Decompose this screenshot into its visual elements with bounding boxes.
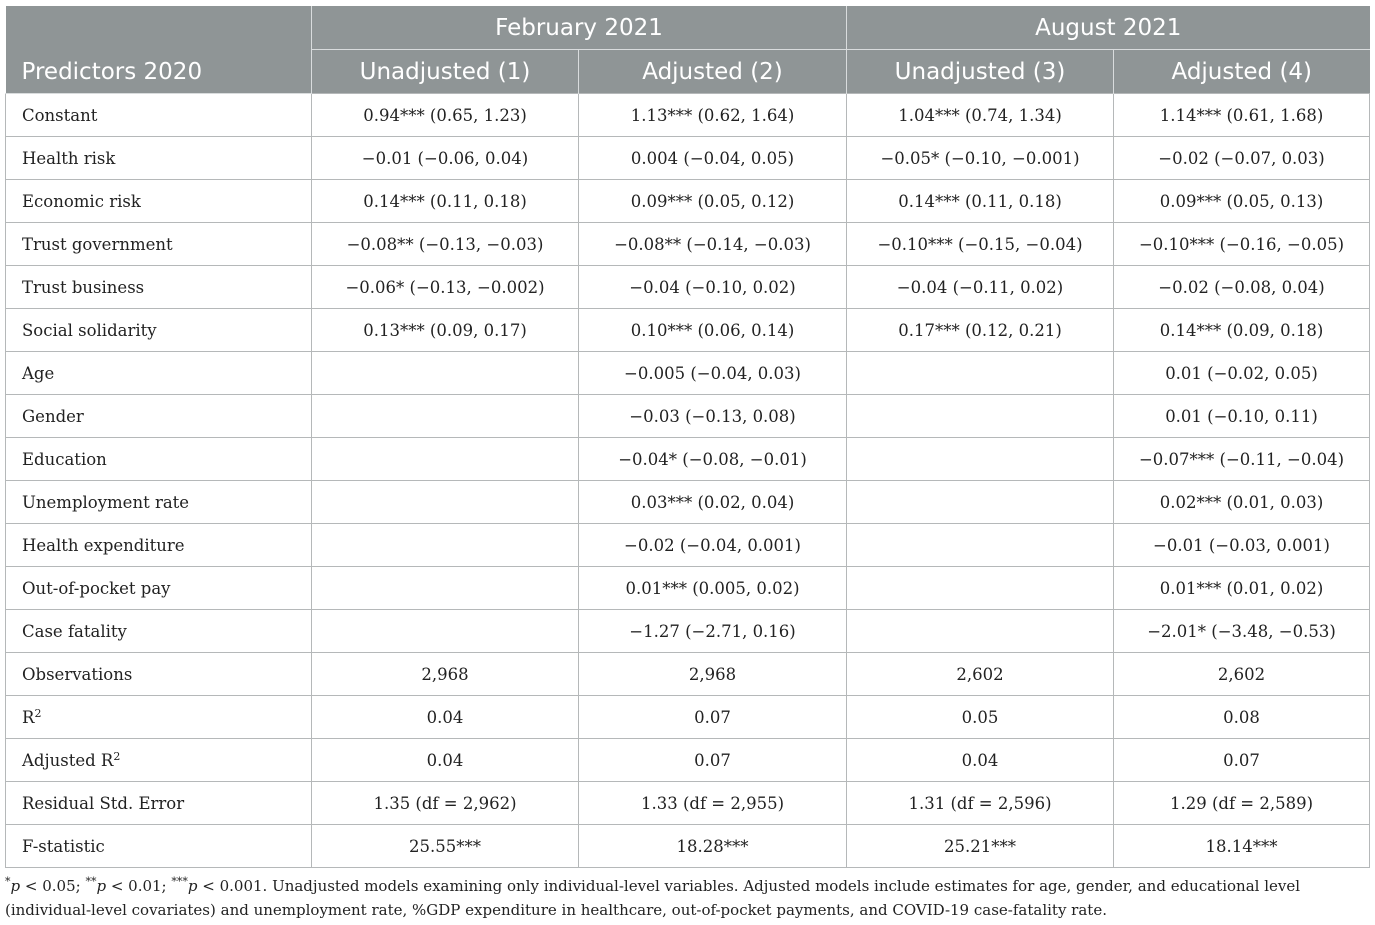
row-label-superscript: 2 [113, 749, 121, 763]
table-cell: −0.10*** (−0.15, −0.04) [847, 223, 1114, 266]
table-cell: 0.01*** (0.01, 0.02) [1114, 567, 1370, 610]
table-cell: −0.04 (−0.10, 0.02) [579, 266, 847, 309]
table-cell: 0.14*** (0.09, 0.18) [1114, 309, 1370, 352]
table-cell: 0.14*** (0.11, 0.18) [312, 180, 579, 223]
table-cell: 1.29 (df = 2,589) [1114, 782, 1370, 825]
group-header-august: August 2021 [847, 6, 1370, 50]
table-cell: 0.02*** (0.01, 0.03) [1114, 481, 1370, 524]
table-cell: 1.13*** (0.62, 1.64) [579, 94, 847, 137]
table-cell: 0.04 [847, 739, 1114, 782]
table-cell: 2,602 [1114, 653, 1370, 696]
row-label: Adjusted R [22, 750, 114, 770]
table-cell: 0.14*** (0.11, 0.18) [847, 180, 1114, 223]
row-label-cell [6, 825, 312, 868]
table-cell [847, 567, 1114, 610]
table-row [6, 137, 1370, 180]
table-cell [847, 352, 1114, 395]
table-cell: 1.33 (df = 2,955) [579, 782, 847, 825]
table-cell: 0.01 (−0.10, 0.11) [1114, 395, 1370, 438]
row-label: Education [22, 449, 107, 469]
row-label-cell [6, 567, 312, 610]
table-row [6, 94, 1370, 137]
table-cell: 0.03*** (0.02, 0.04) [579, 481, 847, 524]
row-label: Trust government [22, 234, 173, 254]
table-row [6, 610, 1370, 653]
footnote-p-1: p [10, 877, 21, 895]
row-label-cell [6, 782, 312, 825]
table-cell: −0.01 (−0.03, 0.001) [1114, 524, 1370, 567]
table-row [6, 438, 1370, 481]
row-label: Residual Std. Error [22, 793, 185, 813]
footnote-text-1: < 0.05; [20, 877, 86, 895]
table-cell [312, 395, 579, 438]
row-label-cell [6, 223, 312, 266]
row-label: R [22, 707, 35, 727]
row-label: Constant [22, 105, 98, 125]
row-label-cell [6, 395, 312, 438]
row-label-cell [6, 94, 312, 137]
table-cell: 2,602 [847, 653, 1114, 696]
row-label-cell [6, 481, 312, 524]
table-cell: 0.09*** (0.05, 0.13) [1114, 180, 1370, 223]
row-label-cell [6, 180, 312, 223]
table-cell: 0.10*** (0.06, 0.14) [579, 309, 847, 352]
table-cell: 18.28*** [579, 825, 847, 868]
table-row [6, 180, 1370, 223]
table-cell: −2.01* (−3.48, −0.53) [1114, 610, 1370, 653]
table-row [6, 782, 1370, 825]
table-cell [847, 610, 1114, 653]
footnote-p-3: p [187, 877, 198, 895]
row-label-cell [6, 309, 312, 352]
row-label-cell [6, 524, 312, 567]
footnote-text-3: < 0.001. Unadjusted models examining only individual-level variables. Adjusted models include estimates for age, gender, and educational level (individual-level covariates) and unemployment rate, %GDP expenditure in healthcare, out-of-pocket payments, and COVID-19 case-fatality rate. [5, 877, 1301, 919]
table-cell: 0.08 [1114, 696, 1370, 739]
table-cell [312, 567, 579, 610]
table-cell: −0.03 (−0.13, 0.08) [579, 395, 847, 438]
table-cell: 2,968 [312, 653, 579, 696]
table-cell [312, 438, 579, 481]
table-header [6, 6, 1370, 94]
table-cell: 0.01 (−0.02, 0.05) [1114, 352, 1370, 395]
table-cell: 25.55*** [312, 825, 579, 868]
table-row [6, 352, 1370, 395]
table-cell [312, 610, 579, 653]
regression-table [5, 6, 1370, 868]
row-label-cell [6, 696, 312, 739]
column-header-unadjusted-3: Unadjusted (3) [847, 50, 1114, 94]
table-row [6, 825, 1370, 868]
row-label: Economic risk [22, 191, 141, 211]
table-row [6, 524, 1370, 567]
row-label-cell [6, 266, 312, 309]
row-label: Age [22, 363, 55, 383]
column-header-adjusted-4: Adjusted (4) [1114, 50, 1370, 94]
table-cell: 0.01*** (0.005, 0.02) [579, 567, 847, 610]
table-row [6, 223, 1370, 266]
table-cell [312, 352, 579, 395]
row-label-superscript: 2 [34, 706, 42, 720]
table-cell: 0.94*** (0.65, 1.23) [312, 94, 579, 137]
row-label: F-statistic [22, 836, 105, 856]
row-label: Health risk [22, 148, 116, 168]
table-cell: 1.04*** (0.74, 1.34) [847, 94, 1114, 137]
table-row [6, 481, 1370, 524]
table-cell: −0.06* (−0.13, −0.002) [312, 266, 579, 309]
row-label-cell [6, 438, 312, 481]
table-row [6, 395, 1370, 438]
table-cell: −0.02 (−0.04, 0.001) [579, 524, 847, 567]
row-label: Observations [22, 664, 133, 684]
table-cell: 25.21*** [847, 825, 1114, 868]
table-cell: 0.04 [312, 739, 579, 782]
table-cell: −0.04* (−0.08, −0.01) [579, 438, 847, 481]
table-cell: 18.14*** [1114, 825, 1370, 868]
table-cell [847, 524, 1114, 567]
table-cell: 0.05 [847, 696, 1114, 739]
row-label: Case fatality [22, 621, 127, 641]
table-cell: 0.004 (−0.04, 0.05) [579, 137, 847, 180]
table-cell: 0.07 [579, 696, 847, 739]
row-label: Gender [22, 406, 84, 426]
column-header-adjusted-2: Adjusted (2) [579, 50, 847, 94]
table-cell [847, 438, 1114, 481]
table-cell: 0.09*** (0.05, 0.12) [579, 180, 847, 223]
table-cell: −0.07*** (−0.11, −0.04) [1114, 438, 1370, 481]
group-header-february: February 2021 [312, 6, 847, 50]
row-label: Social solidarity [22, 320, 157, 340]
table-cell: −0.01 (−0.06, 0.04) [312, 137, 579, 180]
footnote-sig-2: ** [85, 875, 97, 888]
table-cell: −0.04 (−0.11, 0.02) [847, 266, 1114, 309]
table-cell: 2,968 [579, 653, 847, 696]
table-cell: 0.07 [579, 739, 847, 782]
footnote-text-2: < 0.01; [106, 877, 172, 895]
regression-table-container [5, 6, 1369, 868]
table-row [6, 266, 1370, 309]
table-cell: 0.17*** (0.12, 0.21) [847, 309, 1114, 352]
table-cell: 0.13*** (0.09, 0.17) [312, 309, 579, 352]
table-cell: −0.10*** (−0.16, −0.05) [1114, 223, 1370, 266]
table-row [6, 696, 1370, 739]
table-cell: −0.05* (−0.10, −0.001) [847, 137, 1114, 180]
row-label-cell [6, 739, 312, 782]
row-label: Health expenditure [22, 535, 185, 555]
row-label: Trust business [22, 277, 145, 297]
table-cell: −0.08** (−0.14, −0.03) [579, 223, 847, 266]
table-cell [312, 481, 579, 524]
row-label: Out-of-pocket pay [22, 578, 171, 598]
row-label-cell [6, 653, 312, 696]
table-cell: −0.08** (−0.13, −0.03) [312, 223, 579, 266]
table-cell: 0.04 [312, 696, 579, 739]
table-row [6, 567, 1370, 610]
table-cell: 1.35 (df = 2,962) [312, 782, 579, 825]
table-cell [847, 395, 1114, 438]
table-cell: −0.02 (−0.08, 0.04) [1114, 266, 1370, 309]
table-cell [847, 481, 1114, 524]
table-footnote [5, 874, 1369, 922]
table-row [6, 653, 1370, 696]
table-body [6, 94, 1370, 868]
column-header-unadjusted-1: Unadjusted (1) [312, 50, 579, 94]
table-cell: 1.14*** (0.61, 1.68) [1114, 94, 1370, 137]
footnote-p-2: p [96, 877, 107, 895]
row-label-cell [6, 137, 312, 180]
table-cell: 1.31 (df = 2,596) [847, 782, 1114, 825]
row-label: Unemployment rate [22, 492, 190, 512]
table-row [6, 309, 1370, 352]
table-cell: −1.27 (−2.71, 0.16) [579, 610, 847, 653]
table-cell: −0.02 (−0.07, 0.03) [1114, 137, 1370, 180]
footnote-sig-3: *** [171, 875, 188, 888]
table-cell: −0.005 (−0.04, 0.03) [579, 352, 847, 395]
predictors-header: Predictors 2020 [6, 6, 312, 94]
row-label-cell [6, 352, 312, 395]
table-cell [312, 524, 579, 567]
footnote-sig-1: * [5, 875, 11, 888]
table-cell: 0.07 [1114, 739, 1370, 782]
table-row [6, 739, 1370, 782]
row-label-cell [6, 610, 312, 653]
